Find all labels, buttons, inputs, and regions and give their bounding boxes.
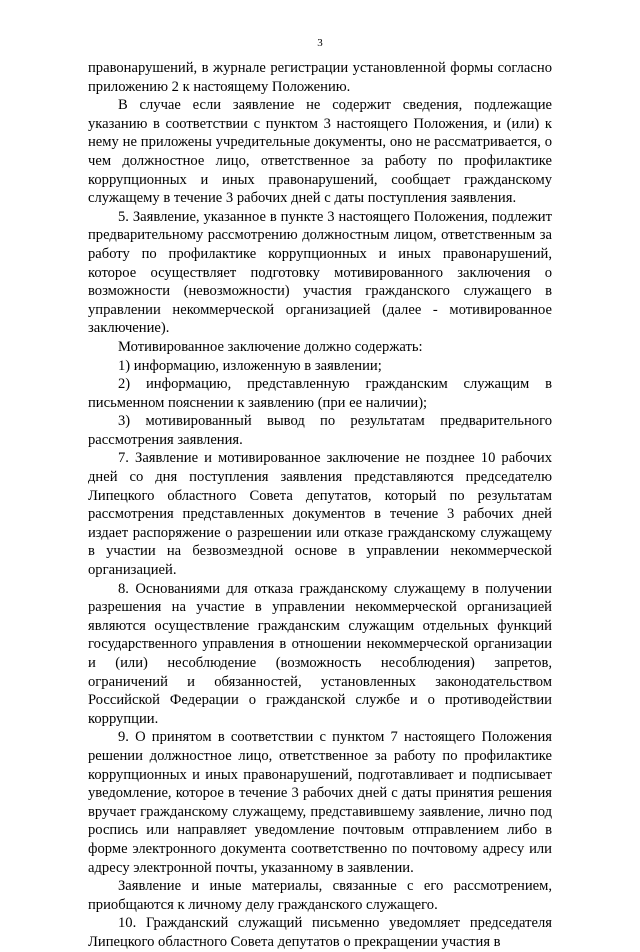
- paragraph-item-10: 10. Гражданский служащий письменно уведомляет председателя Липецкого областного Совета депутатов о прекращении участия в: [88, 915, 552, 950]
- paragraph-subitem-3: 3) мотивированный вывод по результатам предварительного рассмотрения заявления.: [88, 413, 552, 448]
- paragraph-item-5: 5. Заявление, указанное в пункте 3 настоящего Положения, подлежит предварительному рассмотрению должностным лицом, ответственным за работу по профилактике коррупционных и иных правонарушений, которое осуществляет подготовку мотивированного заключения о возможности (невозможности) участия гражданского служащего в управлении некоммерческой организацией (далее - мотивированное заключение).: [88, 208, 552, 337]
- paragraph-materials: Заявление и иные материалы, связанные с его рассмотрением, приобщаются к личному делу гражданского служащего.: [88, 878, 552, 913]
- paragraph-rejection-notice: В случае если заявление не содержит сведения, подлежащие указанию в соответствии с пунктом 3 настоящего Положения, и (или) к нему не приложены учредительные документы, оно не рассматривается, о чем должностное лицо, ответственное за работу по профилактике коррупционных и иных правонарушений, сообщает гражданскому служащему в течение 3 рабочих дней с даты поступления заявления.: [88, 97, 552, 207]
- page-number: 3: [317, 37, 323, 49]
- paragraph-item-9: 9. О принятом в соответствии с пунктом 7 настоящего Положения решении должностное лицо, ответственное за работу по профилактике коррупционных и иных правонарушений, подготавливает и подписывает уведомление, которое в течение 3 рабочих дней с даты принятия решения вручает гражданскому служащему, представившему заявление, лично под роспись или направляет уведомление почтовым отправлением либо в форме электронного документа соответственно по почтовому адресу или адресу электронной почты, указанному в заявлении.: [88, 729, 552, 876]
- paragraph-item-6: Мотивированное заключение должно содержать:: [118, 338, 423, 355]
- paragraph-subitem-1: 1) информацию, изложенную в заявлении;: [118, 357, 382, 374]
- document-body: [88, 59, 552, 952]
- paragraph-continuation: правонарушений, в журнале регистрации установленной формы согласно приложению 2 к настоящему Положению.: [88, 60, 552, 95]
- paragraph-item-7: 7. Заявление и мотивированное заключение не позднее 10 рабочих дней со дня поступления заявления представляются председателю Липецкого областного Совета депутатов, который по результатам рассмотрения представленных документов в течение 3 рабочих дней издает распоряжение о разрешении или отказе гражданскому служащему в участии на безвозмездной основе в управлении некоммерческой организацией.: [88, 450, 552, 579]
- paragraph-subitem-2: 2) информацию, представленную гражданским служащим в письменном пояснении к заявлению (при ее наличии);: [88, 376, 552, 411]
- paragraph-item-8: 8. Основаниями для отказа гражданскому служащему в получении разрешения на участие в управлении некоммерческой организацией являются осуществление гражданским служащим отдельных функций государственного управления в отношении некоммерческой организации и (или) несоблюдение (возможность несоблюдения) запретов, ограничений и обязанностей, установленных законодательством Российской Федерации о гражданской службе и о противодействии коррупции.: [88, 580, 552, 727]
